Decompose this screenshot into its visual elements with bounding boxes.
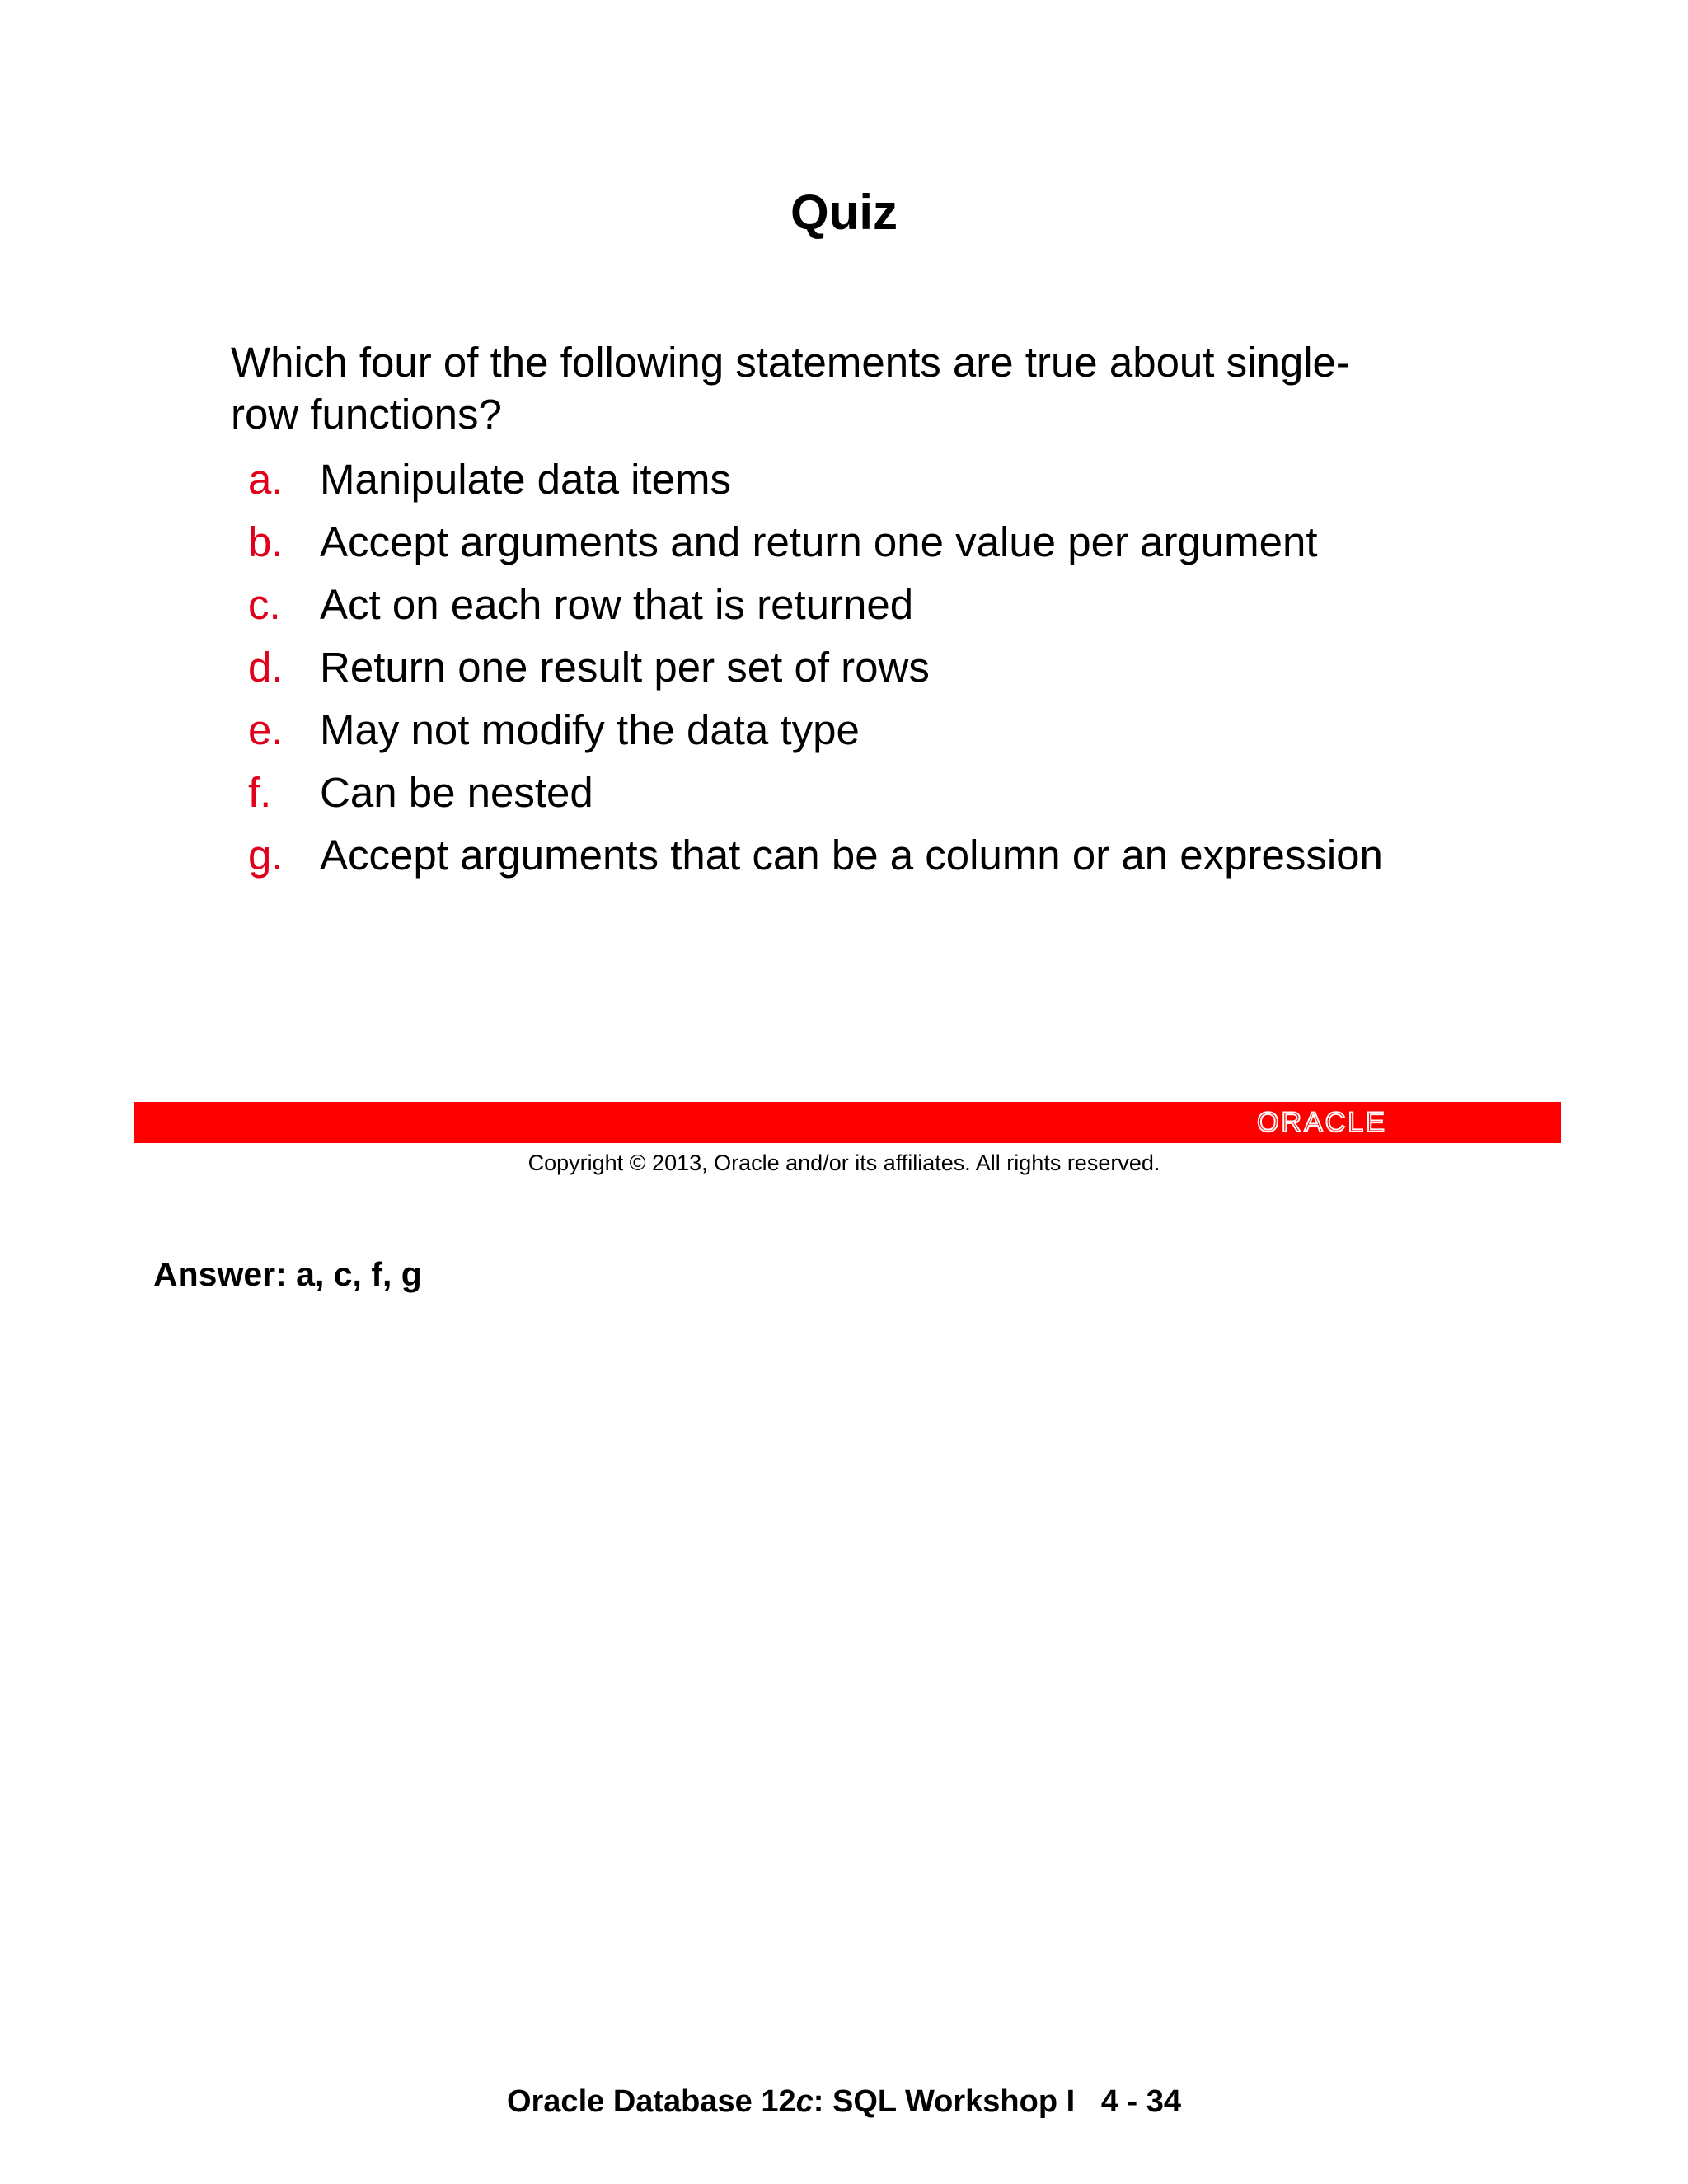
page-number: 4 - 34 (1100, 2084, 1182, 2119)
option-item (231, 448, 1517, 511)
option-text: Return one result per set of rows (320, 644, 930, 691)
course-name-italic: c (795, 2084, 814, 2119)
slide-footer-bar (134, 1102, 1561, 1143)
option-text: Manipulate data items (320, 456, 731, 503)
option-letter: b. (248, 518, 284, 565)
quiz-question: Which four of the following statements are true about single-row functions? (231, 339, 1350, 438)
option-letter: g. (248, 832, 284, 879)
copyright-text: Copyright © 2013, Oracle and/or its affiliates. All rights reserved. (528, 1151, 1160, 1175)
option-item (231, 699, 1517, 762)
option-text: Accept arguments and return one value per argument (320, 518, 1318, 565)
option-item (231, 636, 1517, 699)
oracle-logo-text: ORACLE (1257, 1107, 1387, 1138)
option-item (231, 762, 1517, 824)
course-name-suffix: : SQL Workshop I (813, 2084, 1076, 2119)
option-letter: a. (248, 456, 284, 503)
oracle-logo (1231, 1106, 1413, 1139)
option-text: Can be nested (320, 769, 593, 816)
option-text: Accept arguments that can be a column or an expression (320, 832, 1383, 879)
page-footer (0, 2082, 1688, 2121)
option-text: May not modify the data type (320, 706, 860, 753)
answer-options (231, 448, 1517, 887)
slide-title: Quiz (790, 185, 898, 240)
option-item (231, 824, 1517, 887)
course-name-prefix: Oracle Database 12 (506, 2084, 796, 2119)
option-item (231, 574, 1517, 636)
option-letter: d. (248, 644, 284, 691)
option-letter: e. (248, 706, 284, 753)
option-item (231, 511, 1517, 574)
answer-text: Answer: a, c, f, g (153, 1255, 422, 1293)
option-text: Act on each row that is returned (320, 581, 914, 628)
option-letter: c. (248, 581, 281, 628)
option-letter: f. (248, 769, 272, 816)
